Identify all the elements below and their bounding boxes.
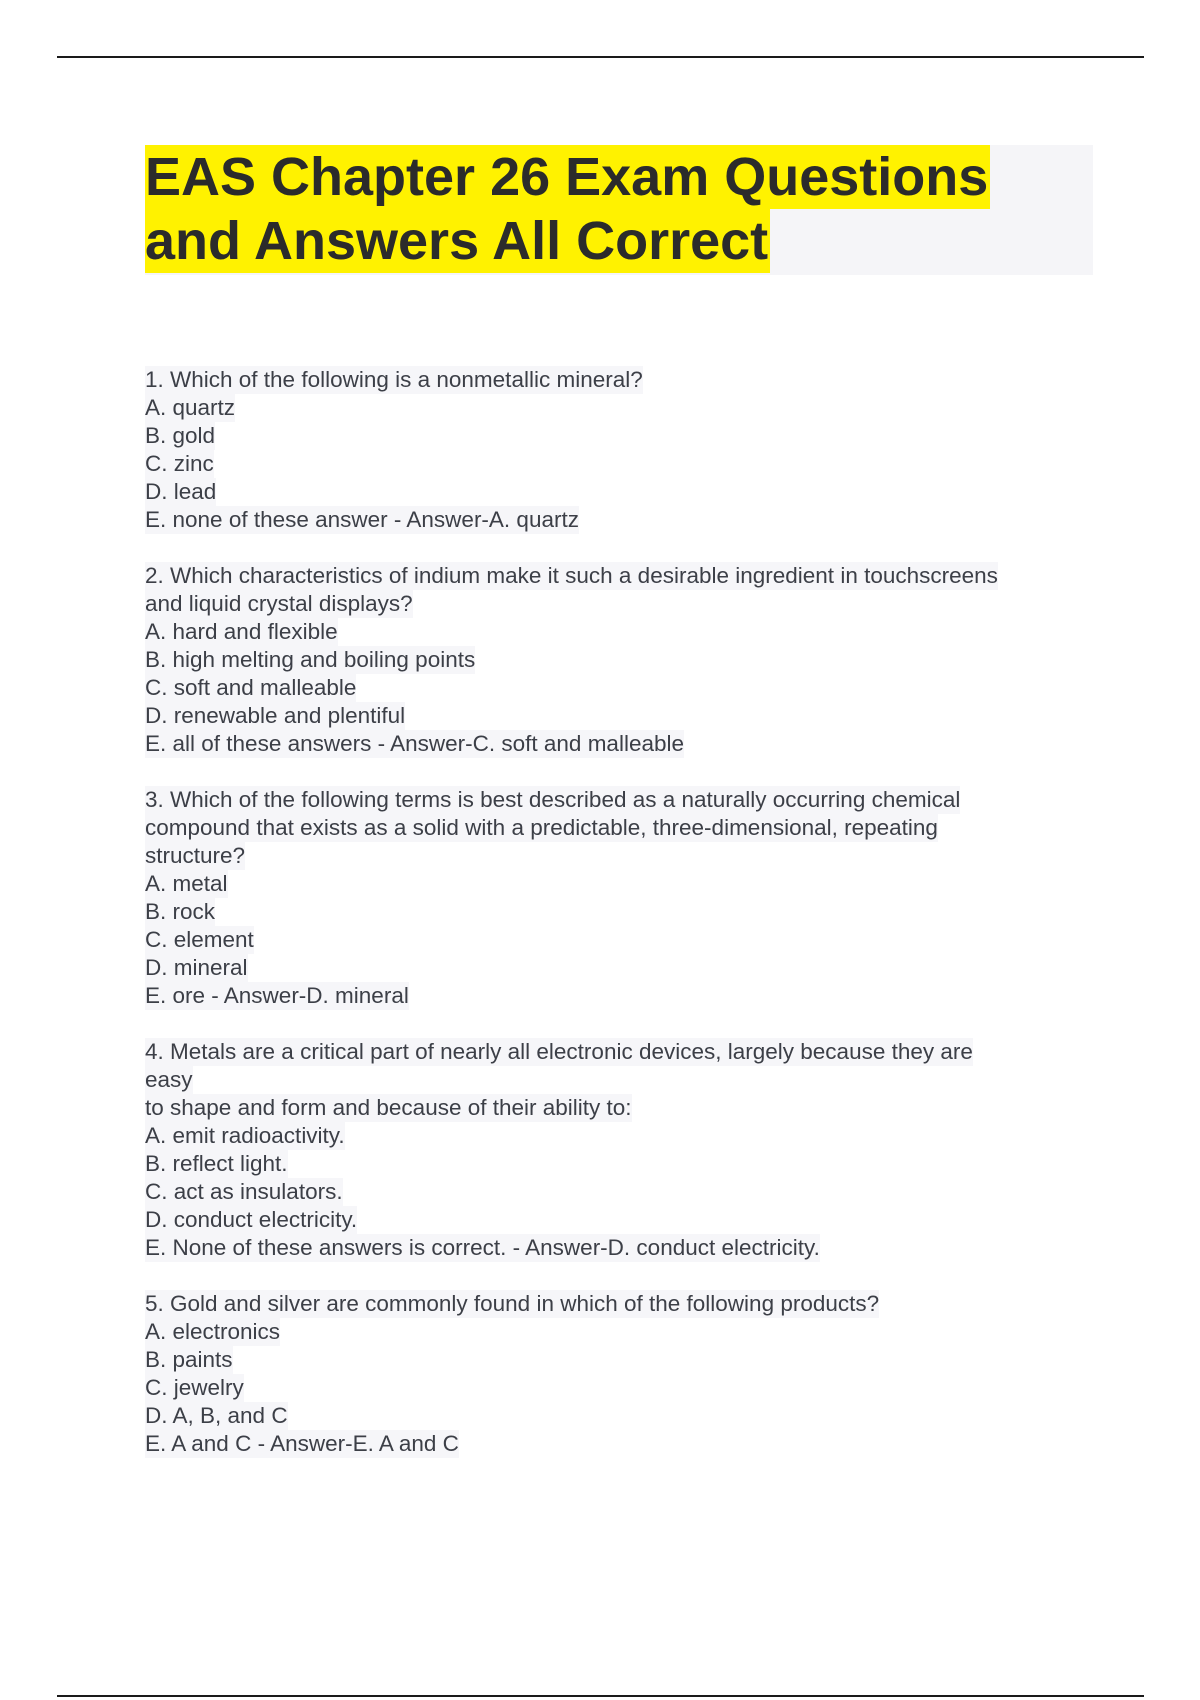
option-a: A. emit radioactivity. (145, 1123, 345, 1148)
option-a: A. metal (145, 871, 228, 896)
option-c: C. soft and malleable (145, 675, 357, 700)
top-rule (57, 56, 1144, 58)
option-b: B. gold (145, 423, 216, 448)
question-2 (145, 562, 1105, 758)
question-text-continued: compound that exists as a solid with a predictable, three-dimensional, repeating (145, 815, 938, 840)
question-text: 3. Which of the following terms is best described as a naturally occurring chemical (145, 787, 961, 812)
question-4 (145, 1038, 1105, 1262)
question-text-continued: easy (145, 1067, 193, 1092)
option-c: C. act as insulators. (145, 1179, 343, 1204)
question-text-continued: structure? (145, 843, 246, 868)
option-e-answer: E. none of these answer - Answer-A. quartz (145, 507, 579, 532)
question-3 (145, 786, 1105, 1010)
option-d: D. conduct electricity. (145, 1207, 358, 1232)
option-e-answer: E. all of these answers - Answer-C. soft and malleable (145, 731, 685, 756)
question-text: 5. Gold and silver are commonly found in which of the following products? (145, 1291, 880, 1316)
option-c: C. zinc (145, 451, 214, 476)
question-text: 2. Which characteristics of indium make it such a desirable ingredient in touchscreens (145, 563, 998, 588)
question-text-continued: and liquid crystal displays? (145, 591, 413, 616)
option-d: D. lead (145, 479, 217, 504)
question-1 (145, 366, 1105, 534)
question-text: 4. Metals are a critical part of nearly all electronic devices, largely because they are (145, 1039, 973, 1064)
option-d: D. A, B, and C (145, 1403, 288, 1428)
option-d: D. renewable and plentiful (145, 703, 406, 728)
option-b: B. high melting and boiling points (145, 647, 476, 672)
option-e-answer: E. ore - Answer-D. mineral (145, 983, 409, 1008)
title-line-2: and Answers All Correct (145, 211, 769, 271)
title-line-1: EAS Chapter 26 Exam Questions (145, 147, 989, 207)
option-b: B. reflect light. (145, 1151, 288, 1176)
question-5 (145, 1290, 1105, 1458)
bottom-rule (57, 1695, 1144, 1697)
option-b: B. paints (145, 1347, 233, 1372)
option-a: A. hard and flexible (145, 619, 338, 644)
option-b: B. rock (145, 899, 216, 924)
document-title (145, 145, 1093, 275)
question-text: 1. Which of the following is a nonmetallic mineral? (145, 367, 643, 392)
question-text-continued: to shape and form and because of their ability to: (145, 1095, 632, 1120)
option-c: C. element (145, 927, 254, 952)
option-e-answer: E. None of these answers is correct. - Answer-D. conduct electricity. (145, 1235, 820, 1260)
option-c: C. jewelry (145, 1375, 244, 1400)
option-e-answer: E. A and C - Answer-E. A and C (145, 1431, 459, 1456)
option-a: A. quartz (145, 395, 236, 420)
option-d: D. mineral (145, 955, 248, 980)
option-a: A. electronics (145, 1319, 281, 1344)
question-list (145, 366, 1105, 1486)
